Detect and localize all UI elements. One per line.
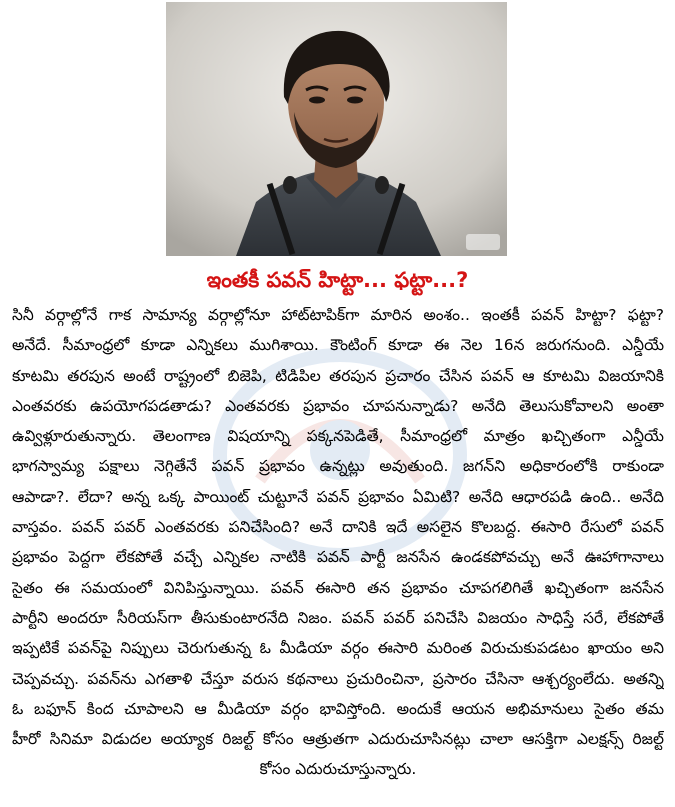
article-line: కూటమి తరపున అంటే రాష్ట్రంలో బిజెపి, టిడిపిల తరపున ప్రచారం చేసిన పవన్ ఆ కూటమి విజయానికి <box>12 366 664 385</box>
article-line: సైతం ఈ సమయంలో వినిపిస్తున్నాయి. పవన్ ఈసారి తన ప్రభావం చూపగలిగితే ఖచ్చితంగా జనసేన <box>12 578 664 597</box>
article-line: వాస్తవం. పవన్ పవర్ ఎంతవరకు పనిచేసింది? అనే దానికి ఇదే అసలైన కొలబద్ద. ఈసారి రేసులో పవన్ <box>12 518 664 537</box>
article-line: హీరో సినిమా విడుదల అయ్యాక రిజల్ట్ కోసం ఆత్రుతగా ఎదురుచూసినట్లు చాలా ఆసక్తిగా ఎలక్షన్స్ రిజల్ట్ <box>12 730 664 749</box>
article-headline: ఇంతకీ పవన్ హిట్టా... ఫట్టా...? <box>206 268 469 292</box>
article-line: ఉవ్విళ్లూరుతున్నారు. తెలంగాణ విషయాన్ని పక్కనపెడితే, సీమాంధ్రలో మాత్రం ఖచ్చితంగా ఎన్డీయే <box>12 427 664 446</box>
article-line: చెప్పవచ్చు. పవన్‌ను ఎగతాళి చేస్తూ వరుస కథనాలు ప్రచురించినా, ప్రసారం చేసినా ఆశ్చర్యంలేదు. అతన్ని <box>12 669 664 688</box>
article-body <box>12 300 664 785</box>
article-line: అనేదే. సీమాంధ్రలో కూడా ఎన్నికలు ముగిశాయి. కౌంటింగ్ కూడా ఈ నెల 16న జరుగనుంది. ఎన్డీయే <box>12 336 664 355</box>
article-line: భాగస్వామ్య పక్షాలు నెగ్గితేనే పవన్ ప్రభావం ఉన్నట్లు అవుతుంది. జగన్‌ని అధికారంలోకి రాకుండా <box>12 457 664 476</box>
article-photo <box>166 2 507 256</box>
article-line: కోసం ఎదురుచూస్తున్నారు. <box>259 760 417 779</box>
article-line: ఆపాడా?. లేదా? అన్న ఒక్క పాయింట్ చుట్టూనే పవన్ ప్రభావం ఏమిటి? అనేది ఆధారపడి ఉంది.. అనేది <box>12 487 664 506</box>
article-line: ప్రభావం పెద్దగా లేకపోతే వచ్చే ఎన్నికల నాటికి పవన్ పార్టీ జనసేన ఉండకపోవచ్చు అనే ఊహాగానాలు <box>12 548 664 567</box>
speaker-portrait-image <box>166 2 507 256</box>
article-line: ఇప్పటికే పవన్‌పై నిప్పులు చెరుగుతున్న ఓ మీడియా వర్గం ఈసారి మరింత విరుచుకుపడటం ఖాయం అని <box>12 639 664 658</box>
article-line: ఎంతవరకు ఉపయోగపడతాడు? ఎంతవరకు ప్రభావం చూపనున్నాడు? అనేది తెలుసుకోవాలని అంతా <box>12 396 664 415</box>
article-line: పార్టీని అందరూ సీరియస్‌గా తీసుకుంటారనేది నిజం. పవన్ పవర్ పనిచేసి విజయం సాధిస్తే సరే, లేకపోతే <box>12 608 664 627</box>
article-line: సినీ వర్గాల్లోనే గాక సామాన్య వర్గాల్లోనూ హాట్‌టాపిక్‌గా మారిన అంశం.. ఇంతకీ పవన్ హిట్టా? ఫట్టా? <box>12 306 664 324</box>
article-line: ఓ బఫూన్ కింద చూపాలని ఆ మీడియా వర్గం భావిస్తోంది. అందుకే ఆయన అభిమానులు సైతం తమ <box>12 699 664 718</box>
